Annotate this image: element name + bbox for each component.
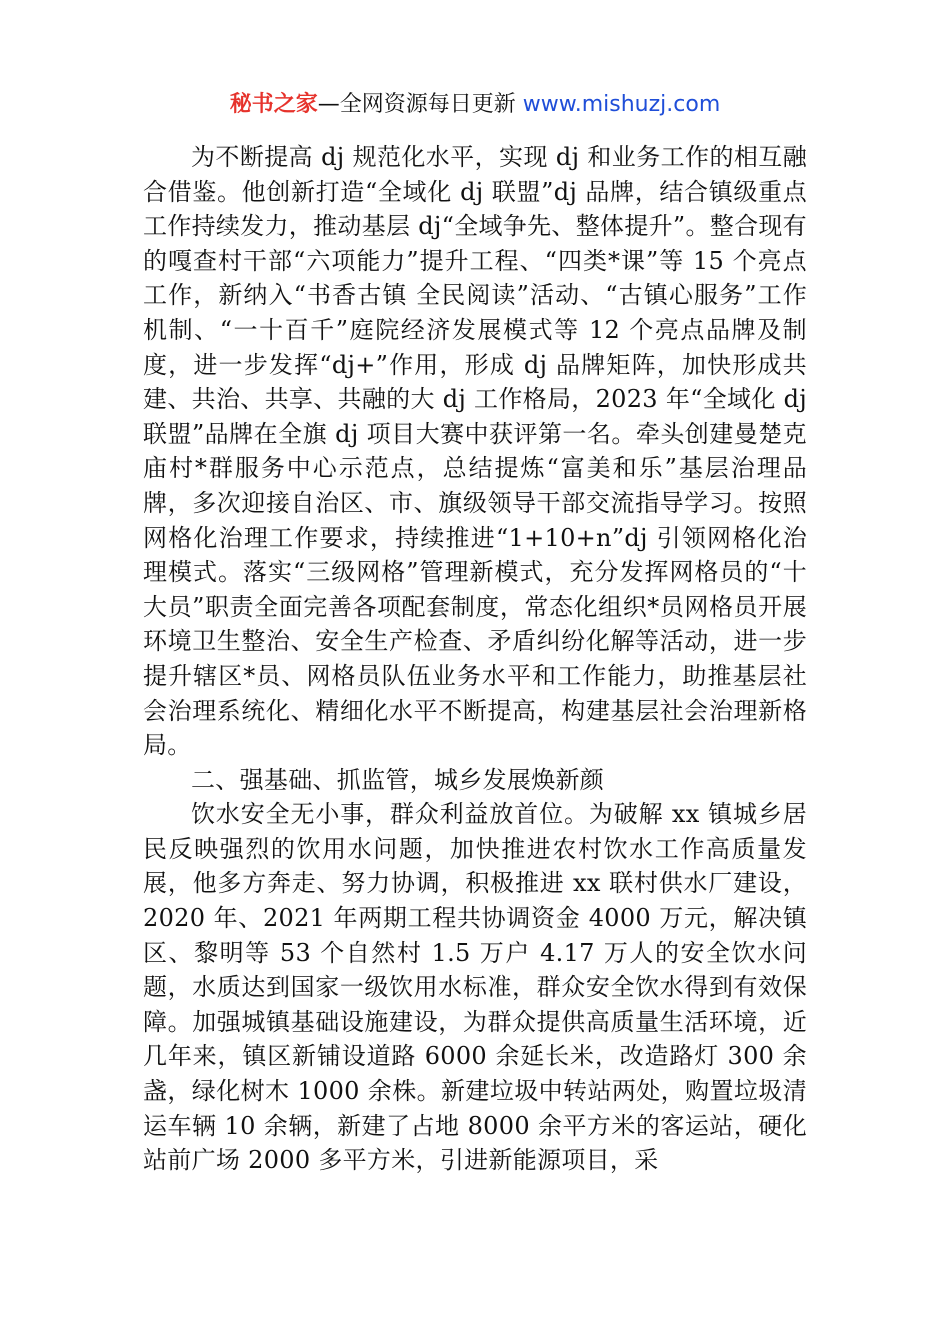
paragraph-water-safety: 饮水安全无小事，群众利益放首位。为破解 xx 镇城乡居民反映强烈的饮用水问题，加快推进农村饮水工作高质量发展，他多方奔走、努力协调，积极推进 xx 联村供水厂建设，2020 年、2021 年两期工程共协调资金 4000 万元，解决镇区、黎明等 53 个自然村 1.5 万户 4.17 万人的安全饮水问题，水质达到国家一级饮用水标准，群众安全饮水得到有效保障。加强城镇基础设施建设，为群众提供高质量生活环境，近几年来，镇区新铺设道路 6000 余延长米，改造路灯 300 余盏，绿化树木 1000 余株。新建垃圾中转站两处，购置垃圾清运车辆 10 余辆，新建了占地 8000 余平方米的客运站，硬化站前广场 2000 多平方米，引进新能源项目，采 <box>143 800 807 1175</box>
document-body <box>143 140 807 1178</box>
paragraph-party-building: 为不断提高 dj 规范化水平，实现 dj 和业务工作的相互融合借鉴。他创新打造“全域化 dj 联盟”dj 品牌，结合镇级重点工作持续发力，推动基层 dj“全域争先、整体提升”。整合现有的嘎查村干部“六项能力”提升工程、“四类*课”等 15 个亮点工作，新纳入“书香古镇 全民阅读”活动、“古镇心服务”工作机制、“一十百千”庭院经济发展模式等 12 个亮点品牌及制度，进一步发挥“dj+”作用，形成 dj 品牌矩阵，加快形成共建、共治、共享、共融的大 dj 工作格局，2023 年“全域化 dj 联盟”品牌在全旗 dj 项目大赛中获评第一名。牵头创建曼楚克庙村*群服务中心示范点，总结提炼“富美和乐”基层治理品牌，多次迎接自治区、市、旗级领导干部交流指导学习。按照网格化治理工作要求，持续推进“1+10+n”dj 引领网格化治理模式。落实“三级网格”管理新模式，充分发挥网格员的“十大员”职责全面完善各项配套制度，常态化组织*员网格员开展环境卫生整治、安全生产检查、矛盾纠纷化解等活动，进一步提升辖区*员、网格员队伍业务水平和工作能力，助推基层社会治理系统化、精细化水平不断提高，构建基层社会治理新格局。 <box>143 143 807 760</box>
header-tagline: —全网资源每日更新 <box>317 92 523 117</box>
brand-name: 秘书之家 <box>229 92 318 117</box>
site-header <box>0 88 950 122</box>
section-heading-2: 二、强基础、抓监管，城乡发展焕新颜 <box>191 765 605 794</box>
site-url-link[interactable]: www.mishuzj.com <box>522 92 721 117</box>
